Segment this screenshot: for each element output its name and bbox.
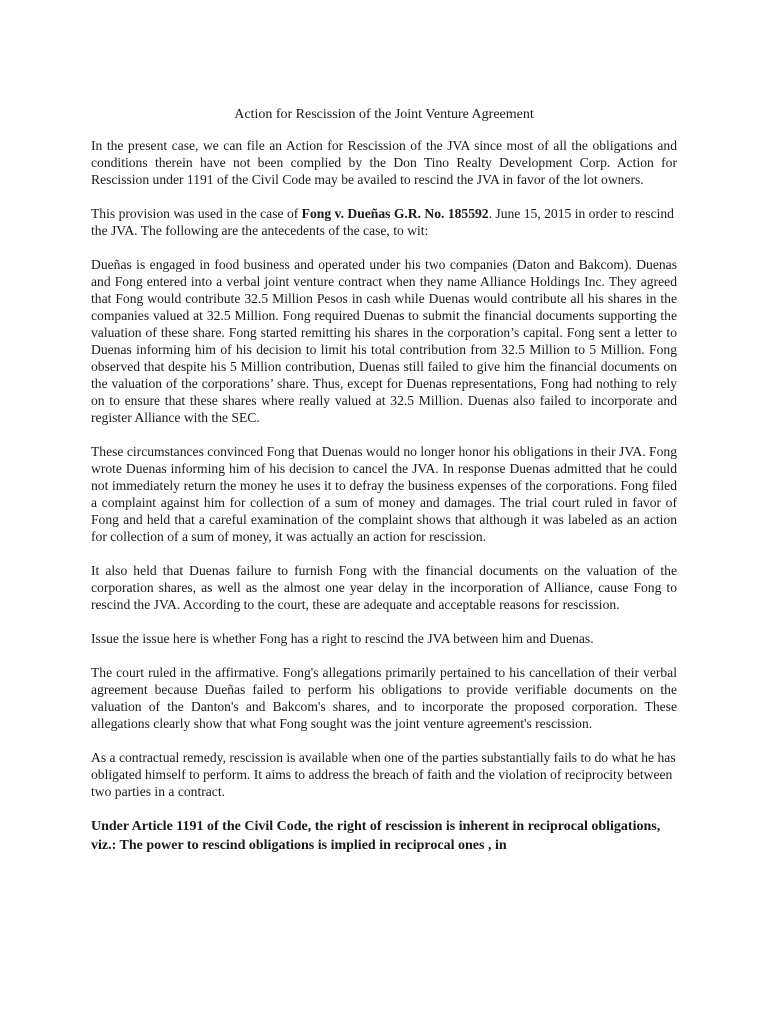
case-citation: Fong v. Dueñas G.R. No. 185592 — [301, 206, 489, 221]
paragraph-intro: In the present case, we can file an Action for Rescission of the JVA since most of all the obligations and conditions therein have not been complied by the Don Tino Realty Development Corp. Action for Rescission under 1191 of the Civil Code may be availed to rescind the JVA in favor of the lot owners. — [91, 138, 677, 187]
paragraph-antecedents: Dueñas is engaged in food business and operated under his two companies (Daton and Bakcom). Duenas and Fong entered into a verbal joint venture contract when they name Alliance Holdings Inc. They agreed that Fong would contribute 32.5 Million Pesos in cash while Duenas would contribute all his shares in the companies valued at 32.5 Million. Fong required Duenas to submit the financial documents supporting the valuation of these share. Fong started remitting his shares in the corporation’s capital. Fong sent a letter to Duenas informing him of his decision to limit his total contribution from 32.5 Million to 5 Million. Fong observed that despite his 5 Million contribution, Duenas still failed to give him the financial documents on the valuation of the corporations’ share. Thus, except for Duenas representations, Fong had nothing to rely on to ensure that these shares where really valued at 32.5 Million. Duenas also failed to incorporate and register Alliance with the SEC. — [91, 257, 677, 425]
paragraph-ruling: The court ruled in the affirmative. Fong's allegations primarily pertained to his cancellation of their verbal agreement because Dueñas failed to perform his obligations to provide verifiable documents on the valuation of the Danton's and Bakcom's shares, and to incorporate the proposed corporation. These allegations clearly show that what Fong sought was the joint venture agreement's rescission. — [91, 665, 677, 731]
case-reference-tail: . June 15, 2015 in order to rescind the JVA. The following are the antecedents of the case, to wit: — [91, 206, 674, 238]
document-title: Action for Rescission of the Joint Venture Agreement — [234, 107, 534, 122]
paragraph-issue: Issue the issue here is whether Fong has a right to rescind the JVA between him and Duenas. — [91, 631, 594, 646]
paragraph-circumstances: These circumstances convinced Fong that Duenas would no longer honor his obligations in their JVA. Fong wrote Duenas informing him of his decision to cancel the JVA. In response Duenas admitted that he could not immediately return the money he uses it to defray the business expenses of the corporations. Fong filed a complaint against him for collection of a sum of money and damages. The trial court ruled in favor of Fong and held that a careful examination of the complaint shows that although it was labeled as an action for collection of a sum of money, it was actually an action for rescission. — [91, 444, 677, 544]
case-reference-lead: This provision was used in the case of — [91, 206, 302, 221]
paragraph-court-held: It also held that Duenas failure to furnish Fong with the financial documents on the valuation of the corporation shares, as well as the almost one year delay in the incorporation of Alliance, cause Fong to rescind the JVA. According to the court, these are adequate and acceptable reasons for rescission. — [91, 563, 677, 612]
paragraph-article-1191: Under Article 1191 of the Civil Code, the right of rescission is inherent in reciprocal obligations, viz.: The power to rescind obligations is implied in reciprocal ones , in — [91, 819, 661, 853]
paragraph-remedy: As a contractual remedy, rescission is available when one of the parties substantially fails to do what he has obligated himself to perform. It aims to address the breach of faith and the violation of reciprocity between two parties in a contract. — [91, 750, 676, 799]
paragraph-case-reference — [91, 205, 677, 239]
document-page — [91, 106, 677, 872]
